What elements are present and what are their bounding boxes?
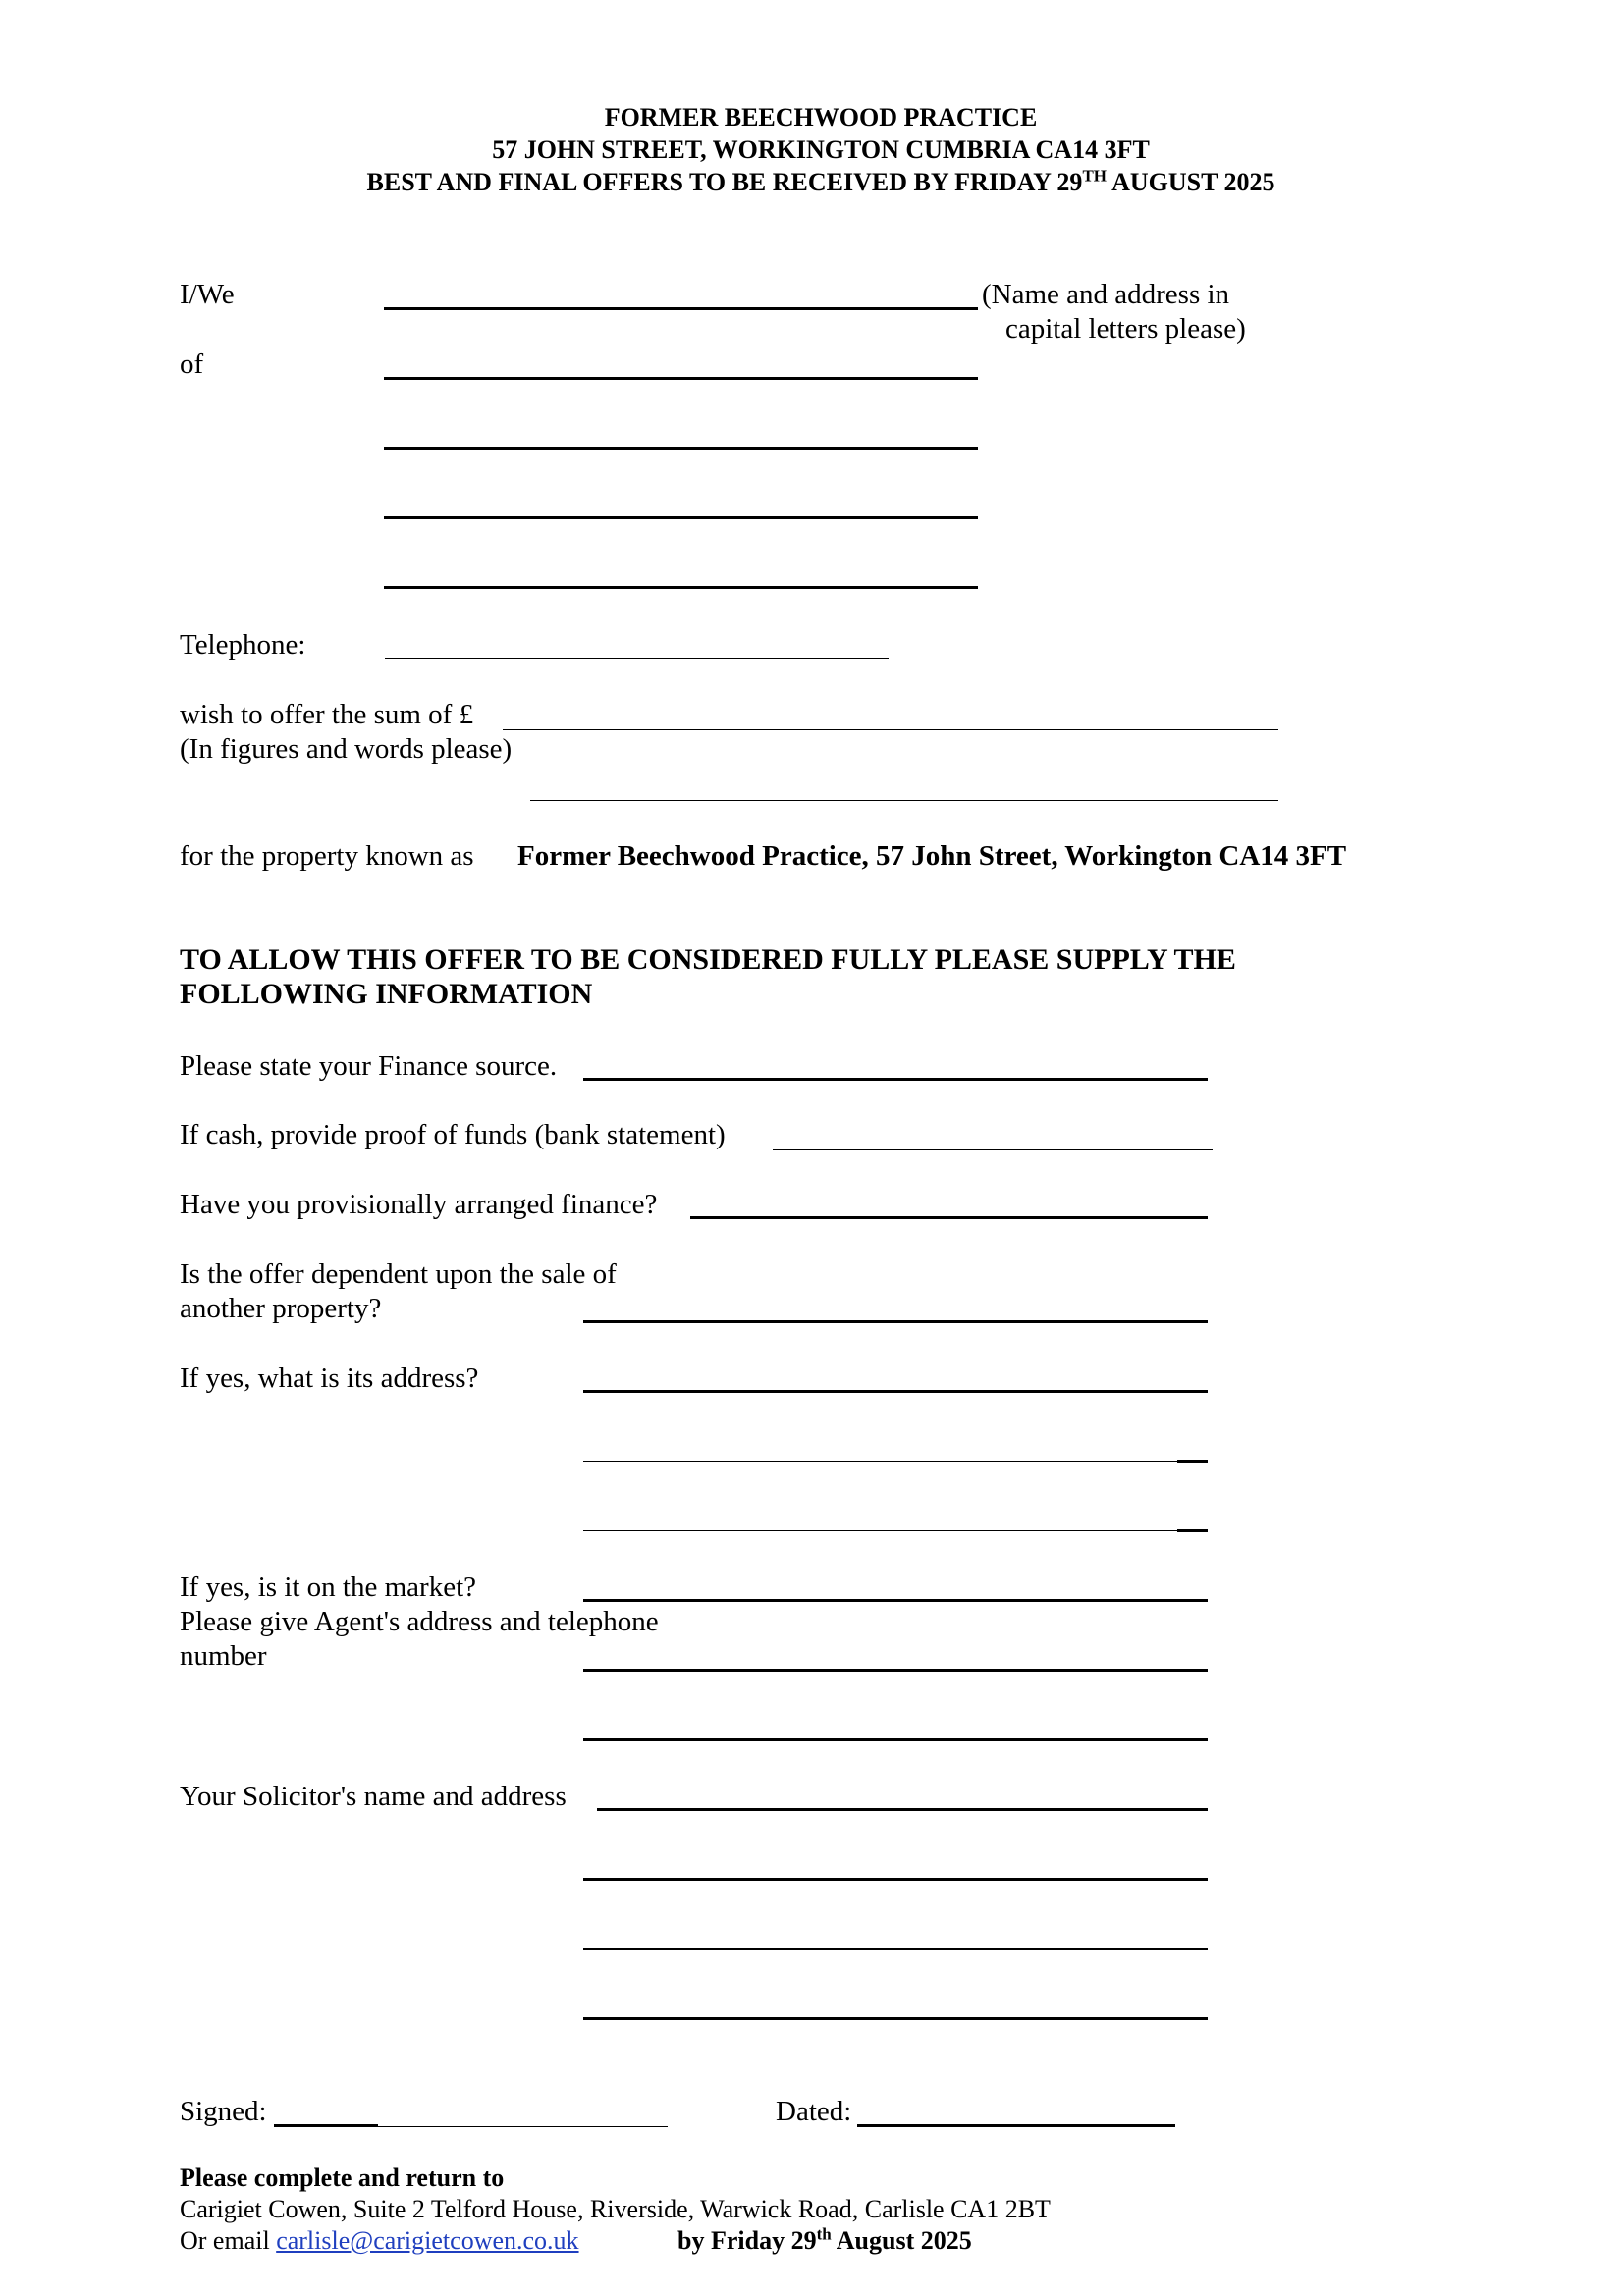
name-note-line2: capital letters please) [1005,313,1246,345]
return-deadline-month: August 2025 [831,2226,972,2255]
email-line [180,2225,579,2257]
solicitor-field-line-1[interactable] [597,1808,1208,1811]
header-address: 57 JOHN STREET, WORKINGTON CUMBRIA CA14 3FT [492,135,1150,164]
dated-field-line[interactable] [857,2124,1175,2127]
return-deadline [677,2225,972,2257]
info-heading-line2: FOLLOWING INFORMATION [180,978,593,1010]
solicitor-field-line-4[interactable] [583,2017,1208,2020]
telephone-field-line[interactable] [385,658,889,659]
proof-of-funds-label: If cash, provide proof of funds (bank statement) [180,1119,726,1150]
its-address-field-line-3[interactable] [583,1530,1177,1531]
dependent-sale-label-line2: another property? [180,1293,382,1324]
name-note-line1: (Name and address in [982,279,1230,310]
its-address-field-line-1[interactable] [583,1390,1208,1393]
header-deadline [0,166,1624,198]
agent-label-line2: number [180,1640,267,1672]
header-title: FORMER BEECHWOOD PRACTICE [604,103,1038,132]
return-instruction: Please complete and return to [180,2163,505,2192]
dependent-sale-label-line1: Is the offer dependent upon the sale of [180,1258,617,1290]
email-link[interactable]: carlisle@carigietcowen.co.uk [276,2226,579,2255]
signed-field-line-bold[interactable] [274,2124,378,2127]
address-field-line-4[interactable] [384,586,978,589]
return-deadline-sup: th [816,2224,832,2244]
header-deadline-sup: TH [1082,166,1107,186]
solicitor-field-line-3[interactable] [583,1948,1208,1950]
finance-source-field-line[interactable] [583,1078,1208,1081]
agent-field-line-2[interactable] [583,1738,1208,1741]
offer-sum-label: wish to offer the sum of £ [180,699,474,730]
of-label: of [180,348,204,380]
header-deadline-month: AUGUST 2025 [1107,168,1275,196]
info-heading-line1: TO ALLOW THIS OFFER TO BE CONSIDERED FULLY PLEASE SUPPLY THE [180,943,1236,976]
property-value: Former Beechwood Practice, 57 John Street, Workington CA14 3FT [517,840,1347,872]
its-address-field-line-2[interactable] [583,1461,1177,1462]
signed-label: Signed: [180,2096,267,2127]
arranged-finance-label: Have you provisionally arranged finance? [180,1189,658,1220]
dated-label: Dated: [776,2096,852,2127]
address-field-line-3[interactable] [384,516,978,519]
agent-label-line1: Please give Agent's address and telephone [180,1606,659,1637]
return-address: Carigiet Cowen, Suite 2 Telford House, Riverside, Warwick Road, Carlisle CA1 2BT [180,2195,1051,2223]
header-deadline-text: BEST AND FINAL OFFERS TO BE RECEIVED BY FRIDAY 29 [366,168,1083,196]
address-field-line-1[interactable] [384,377,978,380]
its-address-field-line-2-end [1177,1460,1208,1463]
on-market-label: If yes, is it on the market? [180,1572,476,1603]
arranged-finance-field-line[interactable] [690,1216,1208,1219]
email-prefix: Or email [180,2226,277,2255]
offer-words-field-line[interactable] [530,800,1278,801]
signed-field-line[interactable] [378,2126,668,2127]
offer-sum-note: (In figures and words please) [180,733,513,765]
iwe-label: I/We [180,279,235,310]
dependent-sale-field-line[interactable] [583,1320,1208,1323]
address-field-line-2[interactable] [384,447,978,450]
its-address-field-line-3-end [1177,1529,1208,1532]
on-market-field-line[interactable] [583,1599,1208,1602]
proof-of-funds-field-line[interactable] [773,1149,1213,1150]
finance-source-label: Please state your Finance source. [180,1050,558,1082]
solicitor-field-line-2[interactable] [583,1878,1208,1881]
property-label: for the property known as [180,840,474,872]
its-address-label: If yes, what is its address? [180,1362,479,1394]
solicitor-label: Your Solicitor's name and address [180,1781,567,1812]
telephone-label: Telephone: [180,629,306,661]
agent-field-line-1[interactable] [583,1669,1208,1672]
return-deadline-text: by Friday 29 [677,2226,817,2255]
offer-sum-field-line[interactable] [503,729,1278,730]
name-field-line[interactable] [384,307,978,310]
